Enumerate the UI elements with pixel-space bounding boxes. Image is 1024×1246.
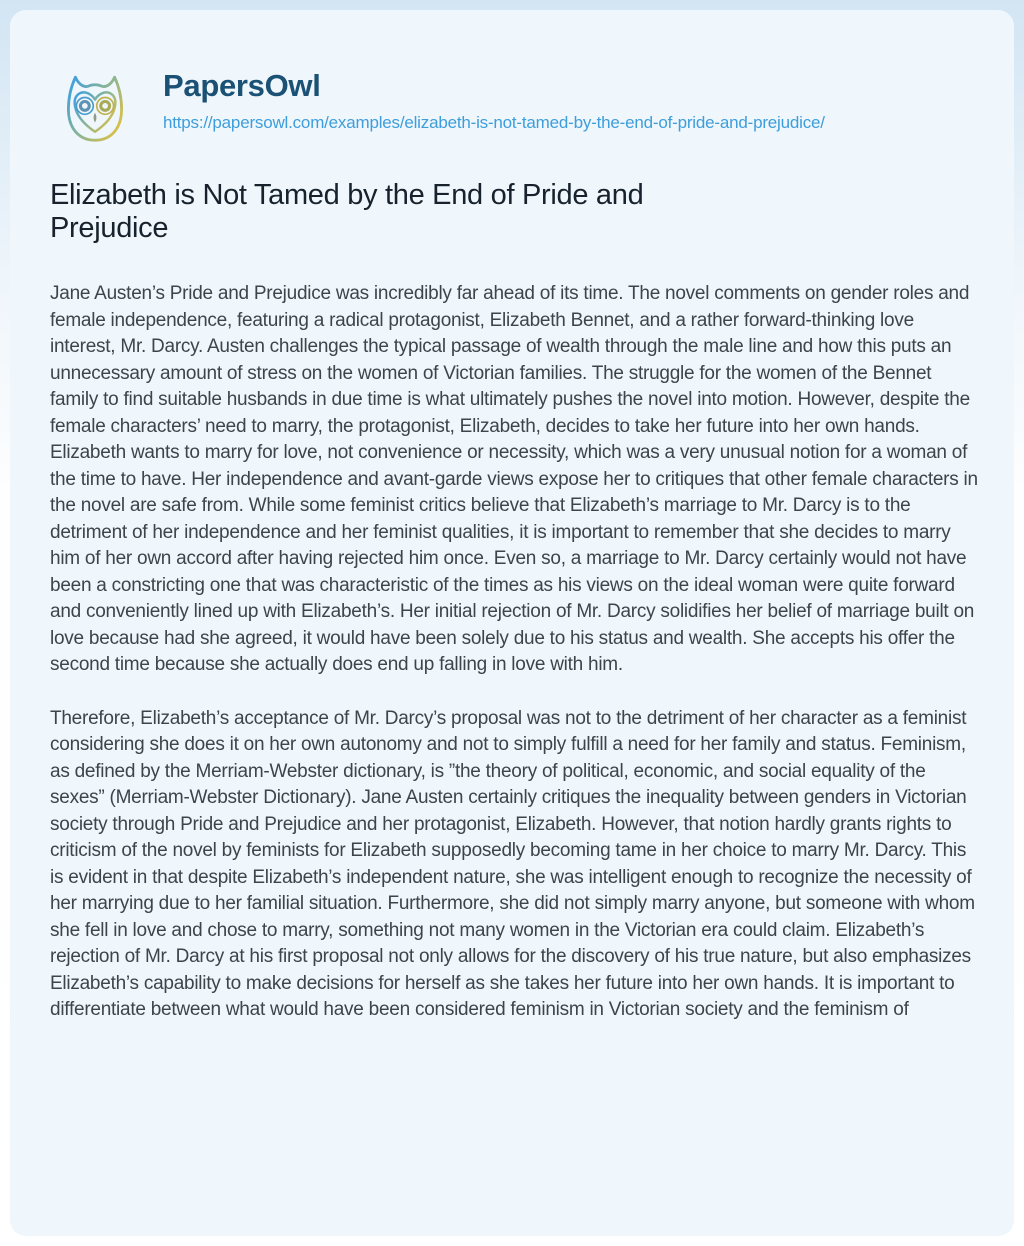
- brand-block: [163, 68, 825, 133]
- site-header: [60, 68, 967, 148]
- document-card: [10, 10, 1014, 1236]
- papersowl-logo: [60, 68, 130, 148]
- article: [50, 179, 978, 1024]
- owl-icon: [60, 68, 130, 148]
- article-paragraph: Therefore, Elizabeth’s acceptance of Mr. Darcy’s proposal was not to the detriment of her character as a feminist considering she does it on her own autonomy and not to simply fulfill a need for her family and status. Feminism, as defined by the Merriam-Webster dictionary, is ”the theory of political, economic, and social equality of the sexes” (Merriam-Webster Dictionary). Jane Austen certainly critiques the inequality between genders in Victorian society through Pride and Prejudice and her protagonist, Elizabeth. However, that notion hardly grants rights to criticism of the novel by feminists for Elizabeth supposedly becoming tame in her choice to marry Mr. Darcy. This is evident in that despite Elizabeth’s independent nature, she was intelligent enough to recognize the necessity of her marrying due to her familial situation. Furthermore, she did not simply marry anyone, but someone with whom she fell in love and chose to marry, something not many women in the Victorian era could claim. Elizabeth’s rejection of Mr. Darcy at his first proposal not only allows for the discovery of his true nature, but also emphasizes Elizabeth’s capability to make decisions for herself as she takes her future into her own hands. It is important to differentiate between what would have been considered feminism in Victorian society and the feminism of: [50, 707, 975, 1020]
- article-paragraph: Jane Austen’s Pride and Prejudice was incredibly far ahead of its time. The novel comments on gender roles and female independence, featuring a radical protagonist, Elizabeth Bennet, and a rather forward-thinking love interest, Mr. Darcy. Austen challenges the typical passage of wealth through the male line and how this puts an unnecessary amount of stress on the women of Victorian families. The struggle for the women of the Bennet family to find suitable husbands in due time is what ultimately pushes the novel into motion. However, despite the female characters’ need to marry, the protagonist, Elizabeth, decides to take her future into her own hands. Elizabeth wants to marry for love, not convenience or necessity, which was a very unusual notion for a woman of the time to have. Her independence and avant-garde views expose her to critiques that other female characters in the novel are safe from. While some feminist critics believe that Elizabeth’s marriage to Mr. Darcy is to the detriment of her independence and her feminist qualities, it is important to remember that she decides to marry him of her own accord after having rejected him once. Even so, a marriage to Mr. Darcy certainly would not have been a constricting one that was characteristic of the times as his views on the ideal woman were quite forward and conveniently lined up with Elizabeth’s. Her initial rejection of Mr. Darcy solidifies her belief of marriage built on love because had she agreed, it would have been solely due to his status and wealth. She accepts his offer the second time because she actually does end up falling in love with him.: [50, 283, 978, 675]
- source-url-link[interactable]: https://papersowl.com/examples/elizabeth-is-not-tamed-by-the-end-of-pride-and-prejudice/: [163, 113, 825, 133]
- article-body: [50, 281, 980, 1024]
- article-title: Elizabeth is Not Tamed by the End of Pride and Prejudice: [50, 179, 644, 244]
- brand-name: PapersOwl: [163, 68, 321, 103]
